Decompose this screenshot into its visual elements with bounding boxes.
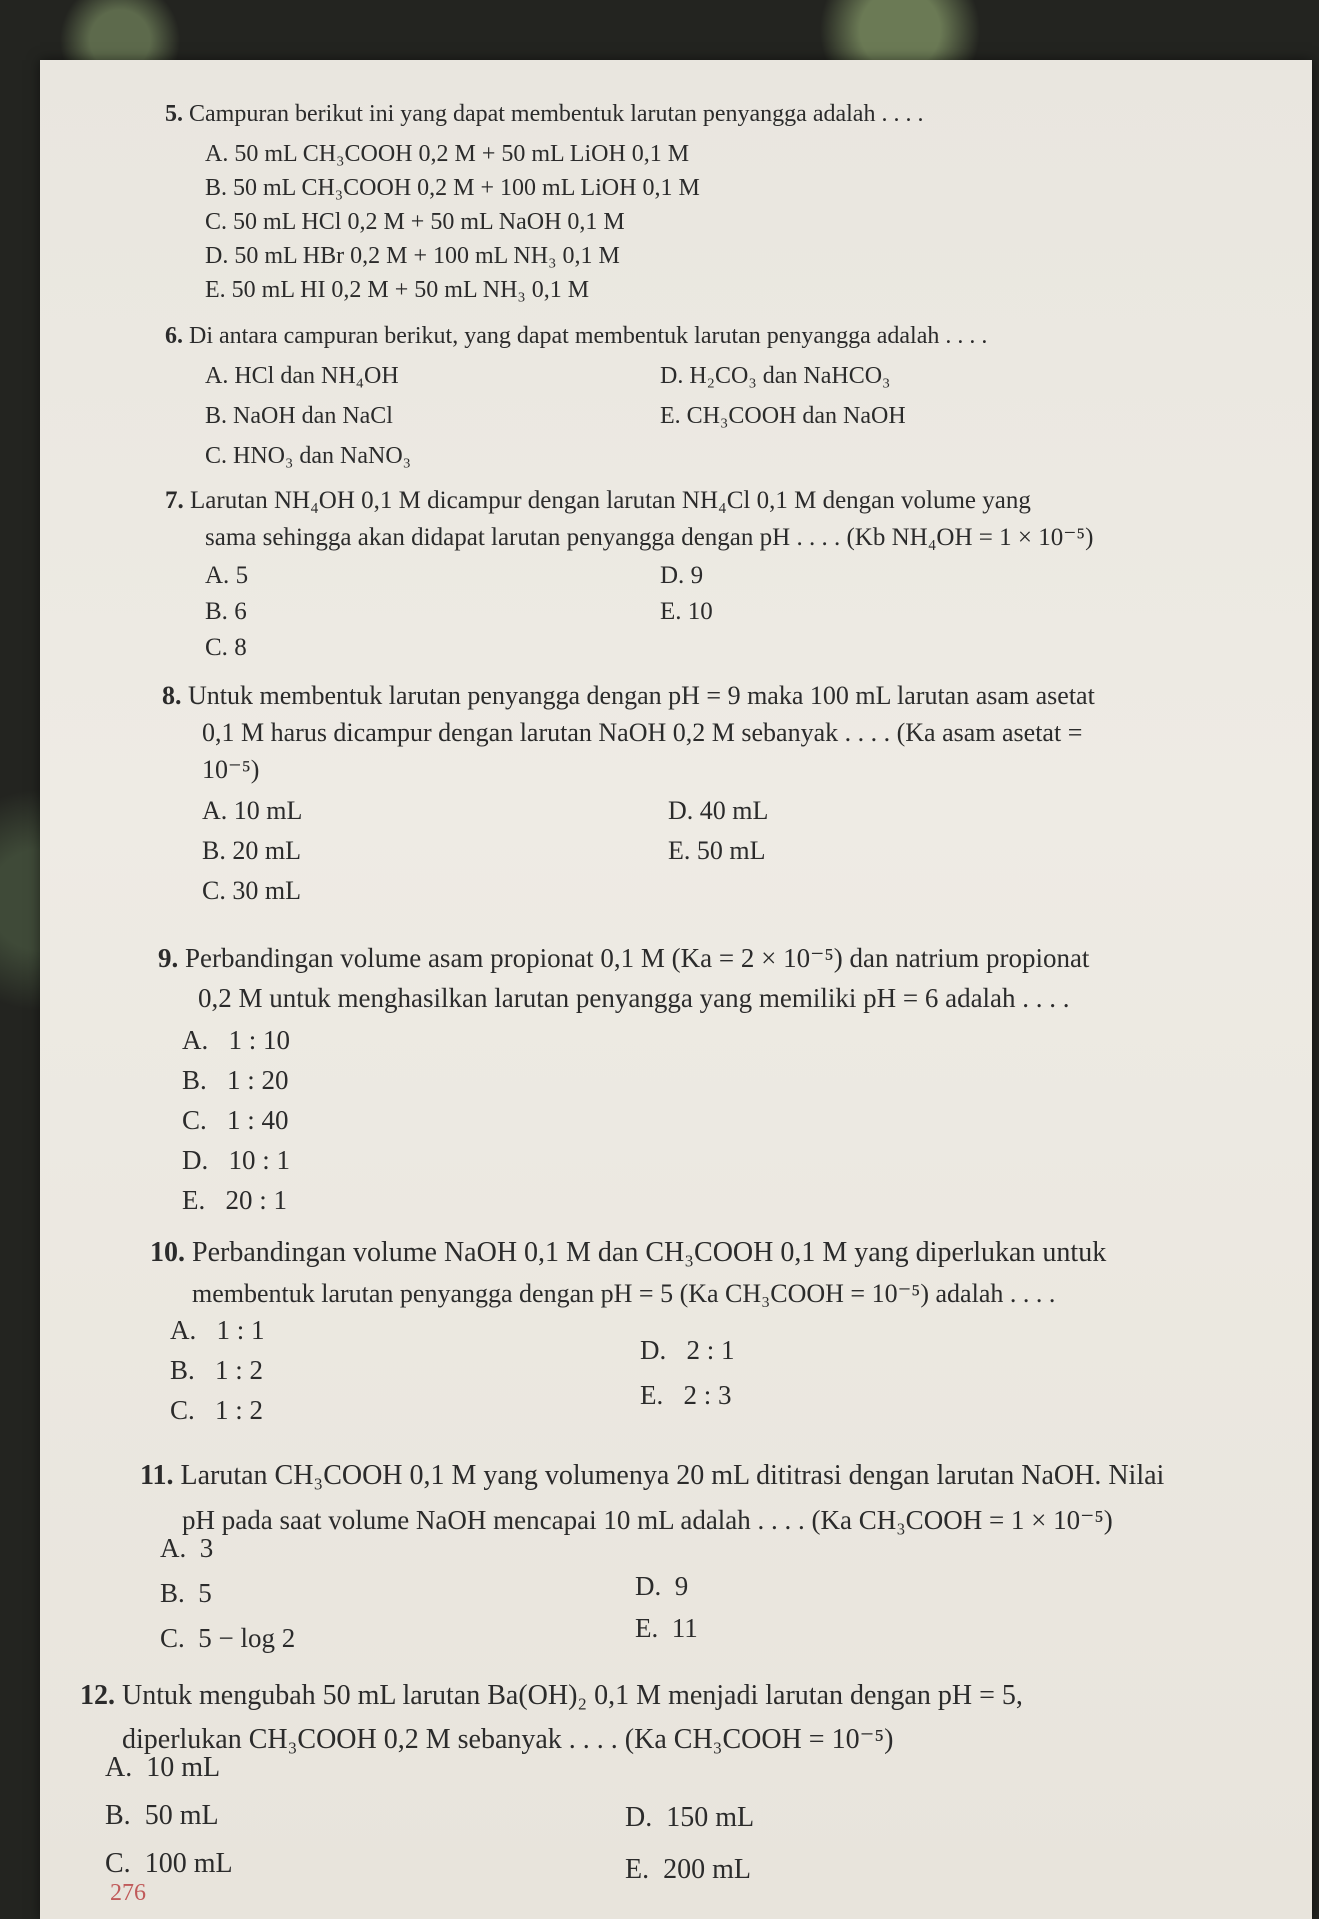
option-b[interactable]: B. 6 (205, 598, 247, 625)
option-d[interactable]: D. 50 mL HBr 0,2 M + 100 mL NH₃ 0,1 M (205, 243, 620, 269)
question-number: 12. (80, 1680, 115, 1711)
option-b[interactable]: B. 20 mL (202, 836, 301, 865)
option-c[interactable]: C. 5 − log 2 (160, 1623, 296, 1653)
question-number: 11. (140, 1460, 174, 1491)
option-d[interactable]: D. 2 : 1 (640, 1335, 735, 1365)
question-text-line-2: 0,2 M untuk menghasilkan larutan penyangga yang memiliki pH = 6 adalah . . . . (198, 983, 1070, 1013)
option-a[interactable]: A. 1 : 10 (182, 1025, 291, 1055)
option-a[interactable]: A. HCl dan NH₄OH (205, 363, 399, 389)
option-b[interactable]: B. NaOH dan NaCl (205, 403, 393, 429)
option-c[interactable]: C. 8 (205, 634, 247, 661)
question-text-line-3: 10⁻⁵) (202, 755, 260, 784)
option-c[interactable]: C. HNO₃ dan NaNO₃ (205, 443, 412, 469)
option-e[interactable]: E. 11 (635, 1613, 698, 1643)
option-b[interactable]: B. 1 : 2 (170, 1355, 264, 1385)
option-a[interactable]: A. 5 (205, 562, 249, 589)
option-c[interactable]: C. 100 mL (105, 1848, 233, 1879)
question-text-line-1: Larutan CH₃COOH 0,1 M yang volumenya 20 mL dititrasi dengan larutan NaOH. Nilai (180, 1460, 1165, 1491)
option-d[interactable]: D. 40 mL (668, 796, 769, 825)
question-number: 6. (165, 323, 183, 349)
option-e[interactable]: E. 2 : 3 (640, 1380, 732, 1410)
option-b[interactable]: B. 1 : 20 (182, 1065, 289, 1095)
question-text-line-2: sama sehingga akan didapat larutan penyangga dengan pH . . . . (Kb NH₄OH = 1 × 10⁻⁵) (205, 524, 1094, 551)
question-text: Di antara campuran berikut, yang dapat membentuk larutan penyangga adalah . . . . (189, 323, 988, 349)
question-number: 5. (165, 101, 183, 127)
question-text-line-1: Perbandingan volume asam propionat 0,1 M (Ka = 2 × 10⁻⁵) dan natrium propionat (185, 943, 1090, 973)
page-number: 276 (110, 1880, 146, 1906)
option-d[interactable]: D. 9 (635, 1571, 689, 1601)
option-c[interactable]: C. 30 mL (202, 876, 301, 905)
option-b[interactable]: B. 5 (160, 1578, 212, 1608)
question-number: 9. (158, 943, 179, 973)
question-number: 8. (162, 681, 182, 710)
option-c[interactable]: C. 1 : 40 (182, 1105, 289, 1135)
option-e[interactable]: E. 20 : 1 (182, 1185, 288, 1215)
option-e[interactable]: E. 50 mL (668, 836, 766, 865)
question-text-line-2: pH pada saat volume NaOH mencapai 10 mL adalah . . . . (Ka CH₃COOH = 1 × 10⁻⁵) (182, 1505, 1113, 1535)
option-a[interactable]: A. 50 mL CH₃COOH 0,2 M + 50 mL LiOH 0,1 M (205, 141, 690, 167)
question-text-line-1: Untuk mengubah 50 mL larutan Ba(OH)₂ 0,1 M menjadi larutan dengan pH = 5, (122, 1680, 1023, 1711)
option-a[interactable]: A. 3 (160, 1533, 214, 1563)
question-text-line-1: Untuk membentuk larutan penyangga dengan pH = 9 maka 100 mL larutan asam asetat (188, 681, 1095, 710)
question-text-line-2: membentuk larutan penyangga dengan pH = 5 (Ka CH₃COOH = 10⁻⁵) adalah . . . . (192, 1279, 1056, 1308)
option-d[interactable]: D. 9 (660, 562, 704, 589)
option-d[interactable]: D. 150 mL (625, 1802, 755, 1833)
option-b[interactable]: B. 50 mL CH₃COOH 0,2 M + 100 mL LiOH 0,1 M (205, 175, 700, 201)
question-text-line-1: Perbandingan volume NaOH 0,1 M dan CH₃COOH 0,1 M yang diperlukan untuk (192, 1237, 1107, 1268)
question-text-line-1: Larutan NH₄OH 0,1 M dicampur dengan larutan NH₄Cl 0,1 M dengan volume yang (190, 487, 1031, 514)
option-e[interactable]: E. 50 mL HI 0,2 M + 50 mL NH₃ 0,1 M (205, 277, 590, 303)
option-e[interactable]: E. 10 (660, 598, 713, 625)
option-e[interactable]: E. 200 mL (625, 1854, 751, 1885)
option-c[interactable]: C. 1 : 2 (170, 1395, 264, 1425)
question-text-line-2: 0,1 M harus dicampur dengan larutan NaOH 0,2 M sebanyak . . . . (Ka asam asetat = (202, 718, 1083, 747)
option-d[interactable]: D. 10 : 1 (182, 1145, 291, 1175)
option-a[interactable]: A. 10 mL (202, 796, 303, 825)
option-b[interactable]: B. 50 mL (105, 1800, 219, 1831)
worksheet-page (40, 60, 1312, 1919)
option-a[interactable]: A. 10 mL (105, 1752, 221, 1783)
question-text-line-2: diperlukan CH₃COOH 0,2 M sebanyak . . . . (Ka CH₃COOH = 10⁻⁵) (122, 1724, 894, 1755)
question-number: 7. (165, 487, 184, 514)
option-a[interactable]: A. 1 : 1 (170, 1315, 265, 1345)
option-e[interactable]: E. CH₃COOH dan NaOH (660, 403, 906, 429)
option-c[interactable]: C. 50 mL HCl 0,2 M + 50 mL NaOH 0,1 M (205, 209, 625, 235)
option-d[interactable]: D. H₂CO₃ dan NaHCO₃ (660, 363, 891, 389)
question-number: 10. (150, 1237, 185, 1268)
question-text: Campuran berikut ini yang dapat membentuk larutan penyangga adalah . . . . (189, 101, 924, 127)
